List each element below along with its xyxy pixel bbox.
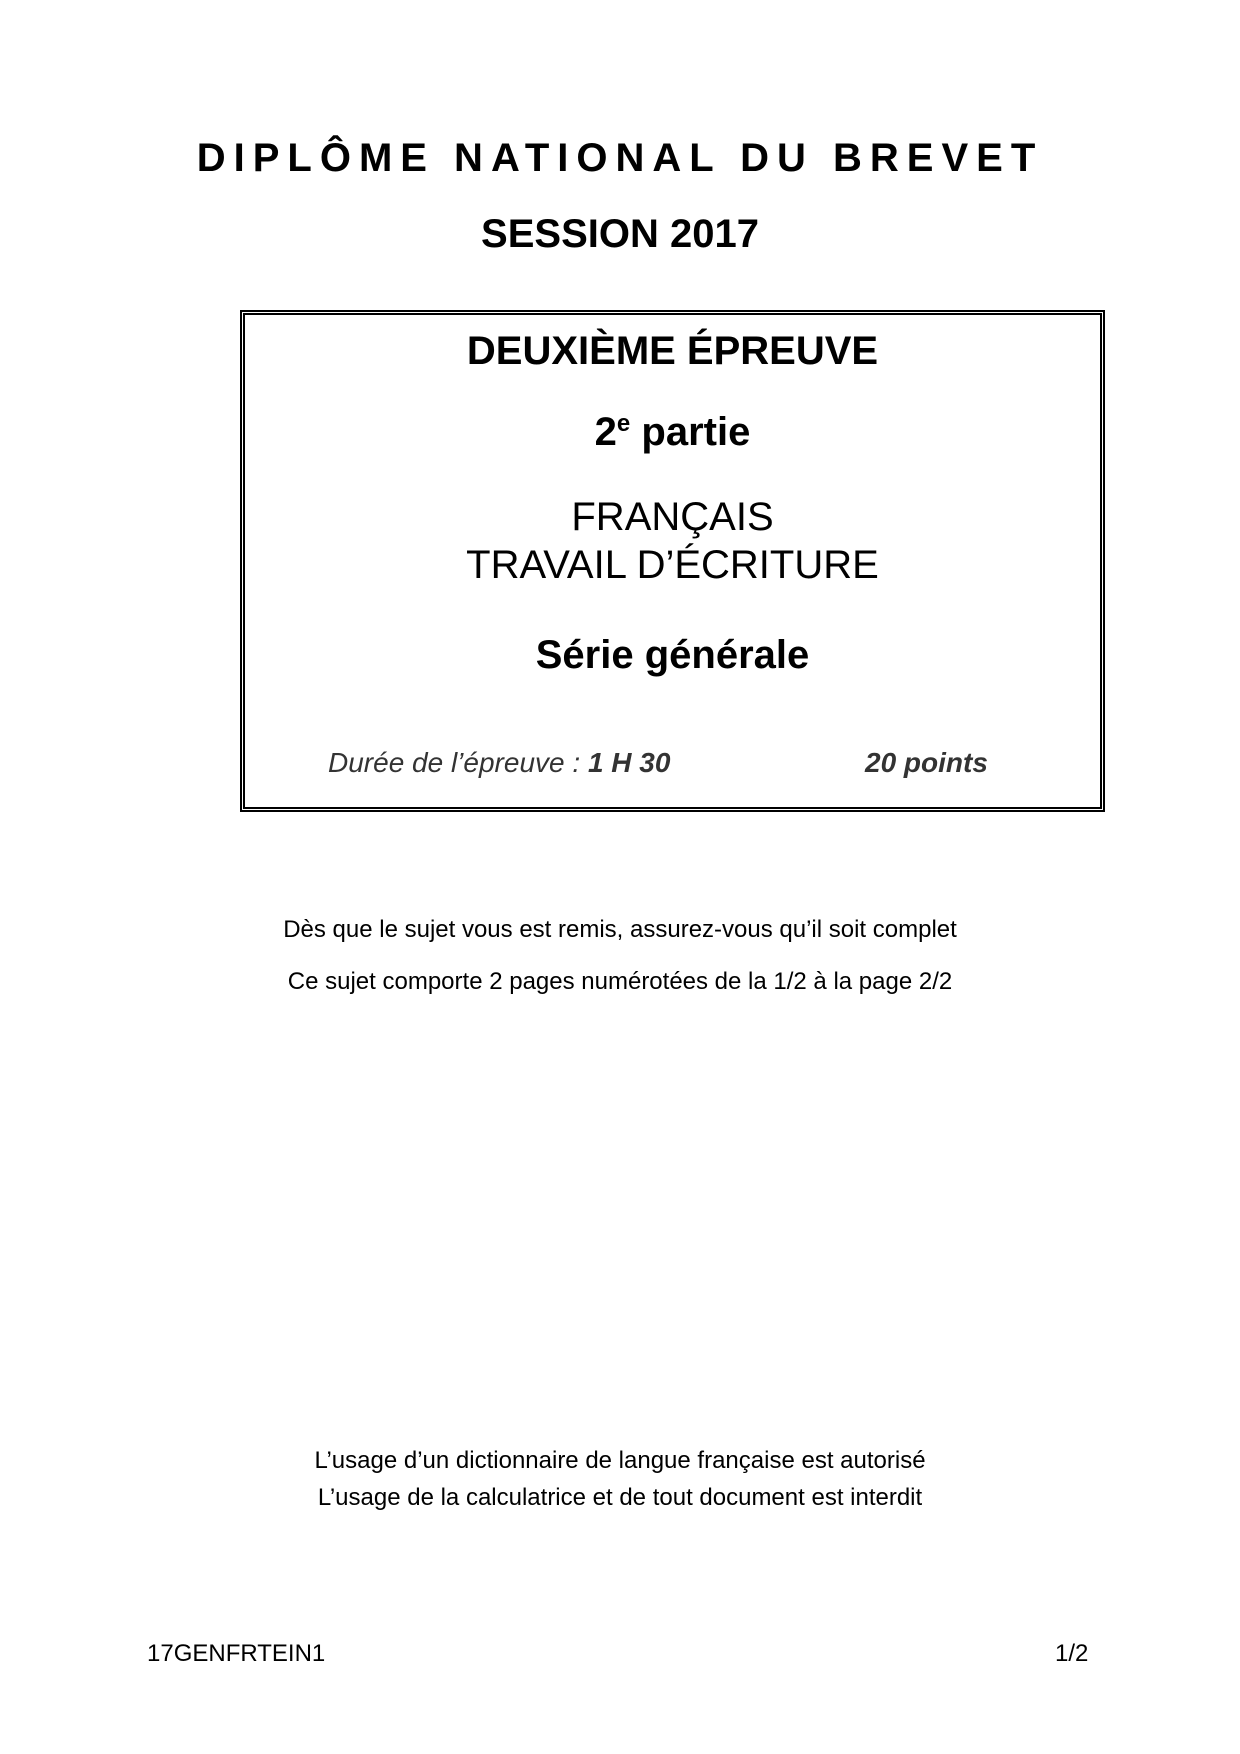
subject-line-francais: FRANÇAIS	[571, 495, 774, 539]
partie-heading	[245, 410, 1100, 455]
session-label: SESSION 2017	[481, 212, 759, 256]
subject-block	[245, 493, 1100, 589]
instruction-line-1: Dès que le sujet vous est remis, assurez-vous qu’il soit complet	[283, 916, 957, 943]
usage-line-2: L’usage de la calculatrice et de tout document est interdit	[317, 1484, 923, 1511]
footer-code: 17GENFRTEIN1	[147, 1640, 326, 1667]
points-label: 20 points	[865, 747, 988, 778]
footer-page-number: 1/2	[1055, 1640, 1089, 1667]
duree-line	[328, 747, 670, 779]
exam-title: DIPLÔME NATIONAL DU BREVET	[196, 136, 1044, 180]
instruction-line-2: Ce sujet comporte 2 pages numérotées de la 1/2 à la page 2/2	[287, 968, 953, 995]
partie-label: partie	[641, 410, 751, 454]
duree-value: 1 H 30	[587, 747, 671, 778]
partie-superscript: e	[616, 410, 631, 437]
exam-info-box	[240, 310, 1105, 812]
epreuve-heading: DEUXIÈME ÉPREUVE	[466, 329, 879, 373]
subject-line-travail: TRAVAIL D’ÉCRITURE	[466, 543, 879, 587]
serie-heading: Série générale	[535, 633, 810, 677]
usage-line-1: L’usage d’un dictionnaire de langue française est autorisé	[314, 1447, 926, 1474]
partie-number: 2	[594, 410, 617, 454]
duree-label: Durée de l’épreuve :	[328, 747, 581, 778]
